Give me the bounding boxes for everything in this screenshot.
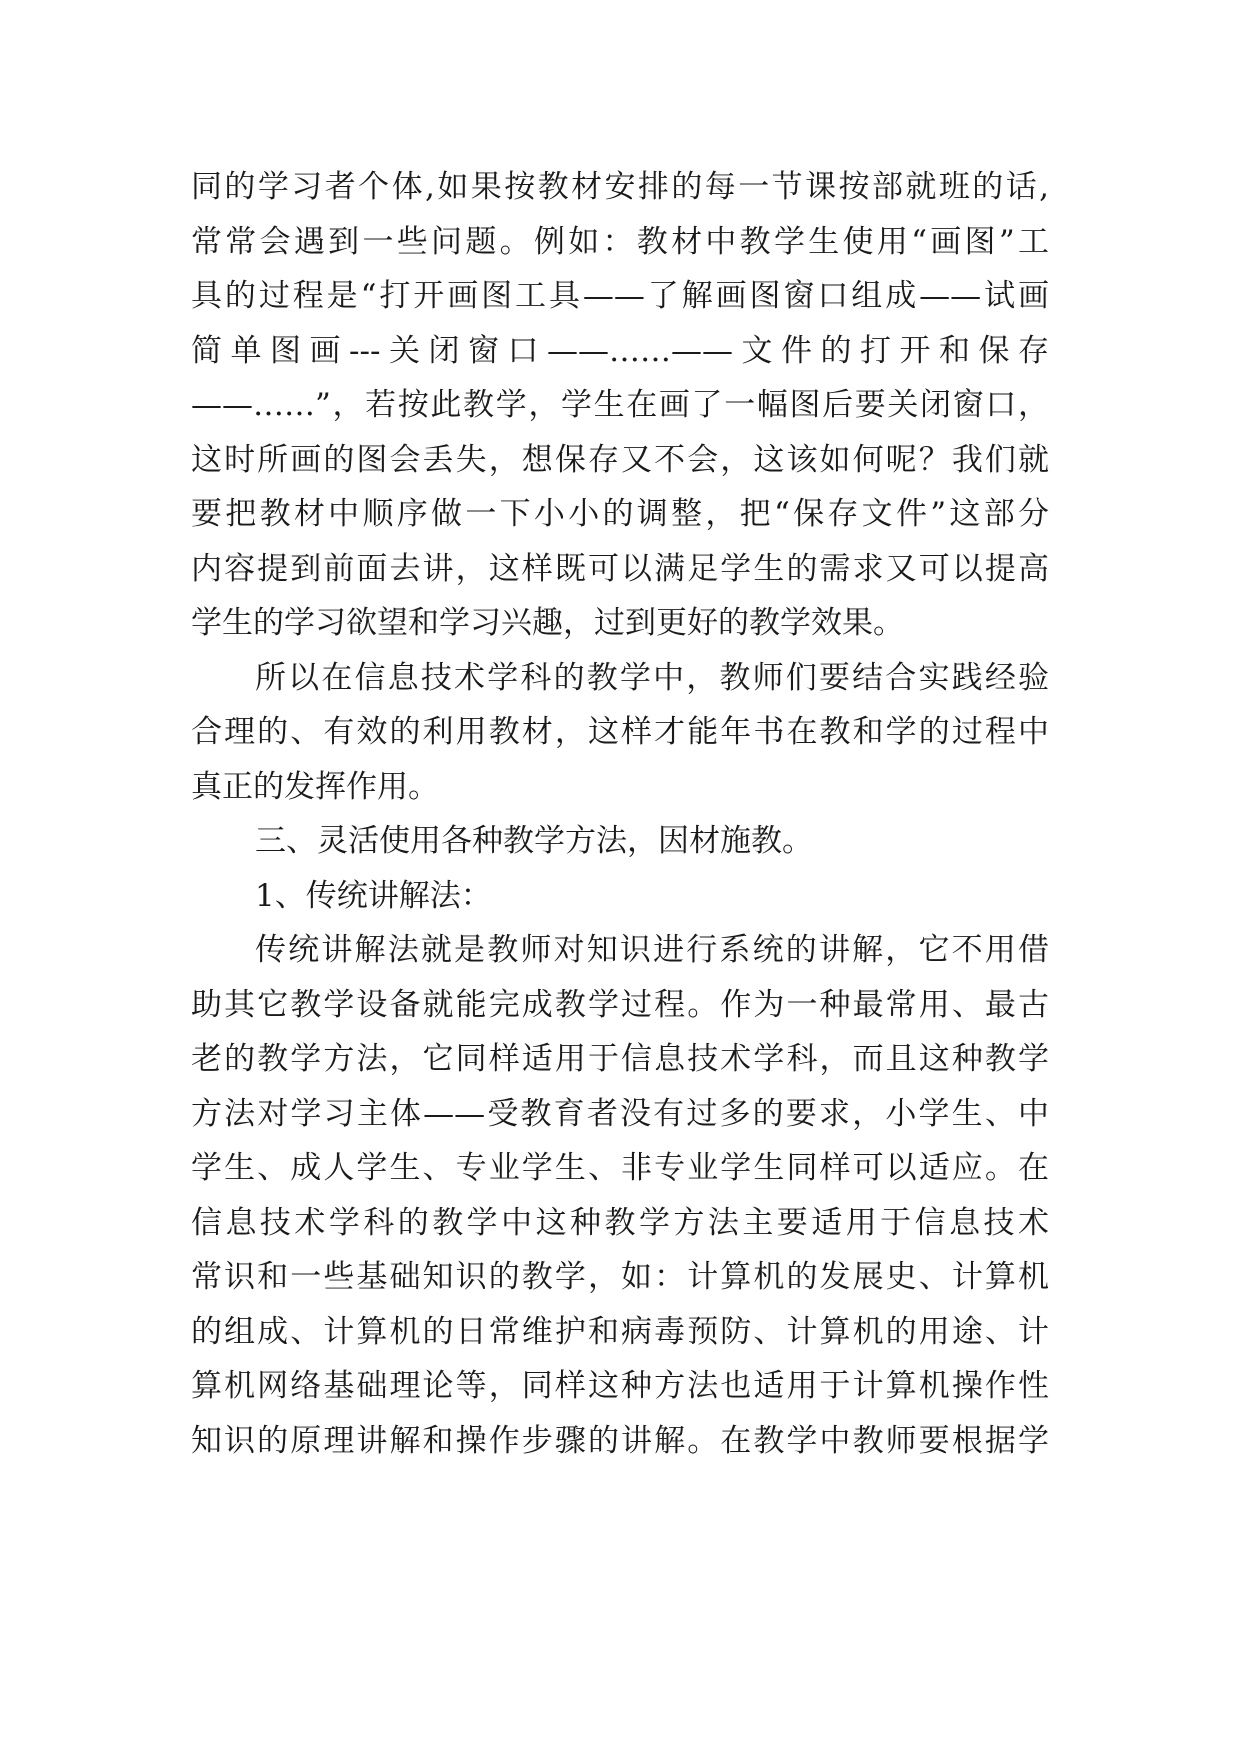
text-line: 1、传统讲解法： — [255, 877, 492, 914]
text-line: 传统讲解法就是教师对知识进行系统的讲解，它不用借 — [255, 932, 1049, 968]
text-line: 学生、成人学生、专业学生、非专业学生同样可以适应。在 — [191, 1150, 1049, 1186]
text-line: 的组成、计算机的日常维护和病毒预防、计算机的用途、计 — [191, 1313, 1049, 1350]
text-line: 这时所画的图会丢失，想保存又不会，这该如何呢？我们就 — [191, 441, 1049, 478]
text-line: 真正的发挥作用。 — [191, 768, 439, 805]
text-line: 方法对学习主体——受教育者没有过多的要求，小学生、中 — [191, 1095, 1049, 1132]
text-line: 学生的学习欲望和学习兴趣，过到更好的教学效果。 — [191, 605, 904, 641]
text-line: 内容提到前面去讲，这样既可以满足学生的需求又可以提高 — [191, 550, 1049, 587]
text-line: 知识的原理讲解和操作步骤的讲解。在教学中教师要根据学 — [191, 1422, 1049, 1459]
text-line: 老的教学方法，它同样适用于信息技术学科，而且这种教学 — [191, 1041, 1049, 1077]
text-line: 要把教材中顺序做一下小小的调整，把“保存文件”这部分 — [191, 496, 1049, 532]
body-text — [191, 160, 1049, 1468]
text-line: 常常会遇到一些问题。例如：教材中教学生使用“画图”工 — [191, 223, 1049, 260]
text-line: 三、灵活使用各种教学方法，因材施教。 — [255, 823, 813, 859]
text-line: 助其它教学设备就能完成教学过程。作为一种最常用、最古 — [191, 986, 1049, 1023]
text-line: 合理的、有效的利用教材，这样才能年书在教和学的过程中 — [191, 714, 1049, 750]
text-line: 同的学习者个体,如果按教材安排的每一节课按部就班的话, — [191, 169, 1049, 205]
text-line: ——……”，若按此教学，学生在画了一幅图后要关闭窗口， — [191, 387, 1049, 423]
text-line: 具的过程是“打开画图工具——了解画图窗口组成——试画 — [191, 278, 1049, 314]
text-line: 常识和一些基础知识的教学，如：计算机的发展史、计算机 — [191, 1259, 1049, 1295]
text-line: 简单图画---关闭窗口——……——文件的打开和保存 — [191, 332, 1049, 369]
text-line: 所以在信息技术学科的教学中，教师们要结合实践经验 — [255, 659, 1049, 696]
text-line: 信息技术学科的教学中这种教学方法主要适用于信息技术 — [191, 1204, 1049, 1241]
text-line: 算机网络基础理论等，同样这种方法也适用于计算机操作性 — [191, 1368, 1049, 1404]
